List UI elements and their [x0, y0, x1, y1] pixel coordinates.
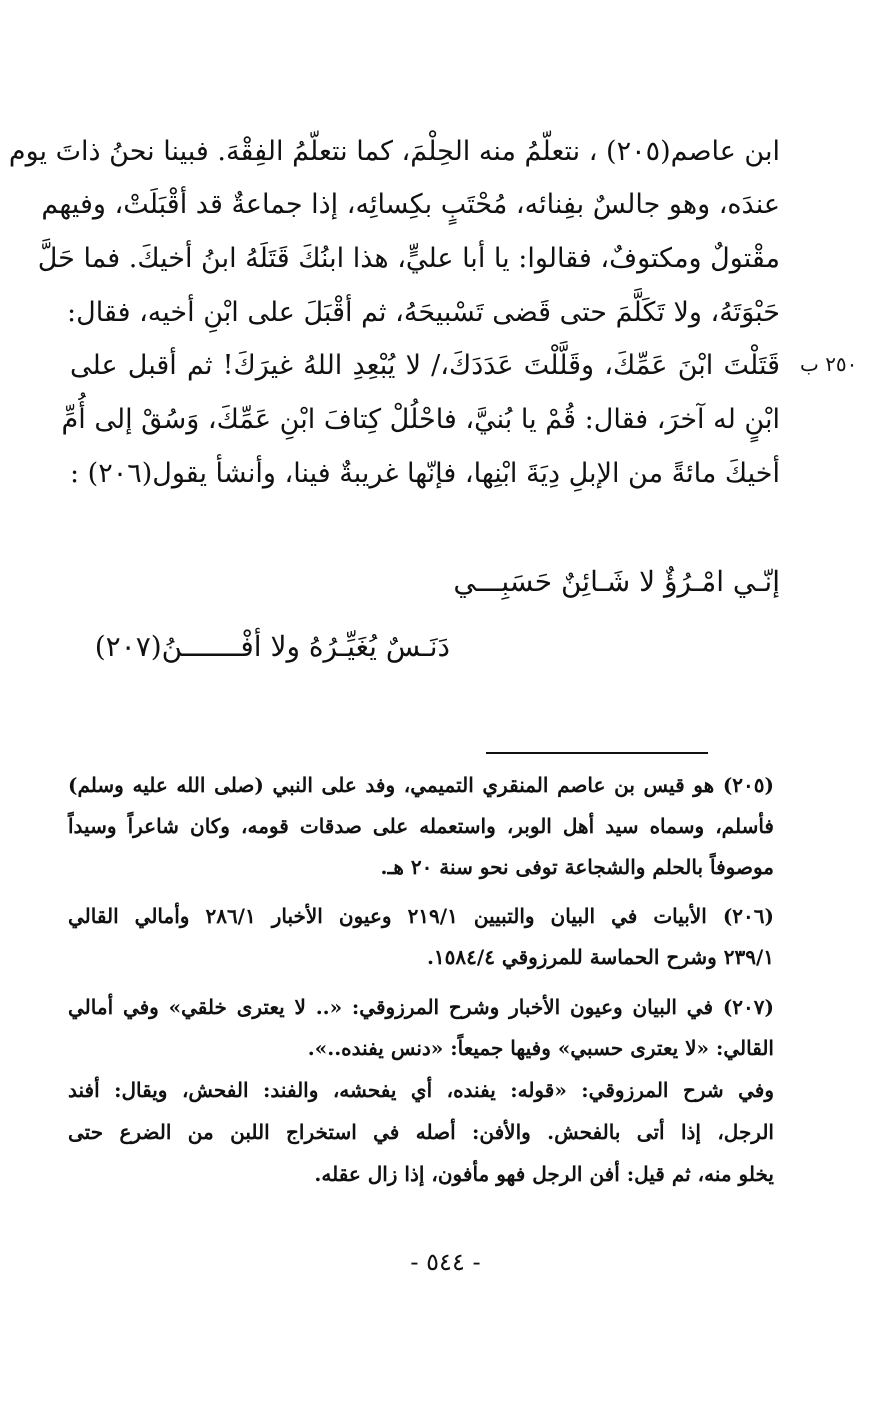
footnote-207-line-3: وفي شرح المرزوقي: «قوله: يفنده، أي يفحشه، والفند: الفحش، ويقال: أفند: [68, 1078, 774, 1102]
footnote-207-line-4: الرجل، إذا أتى بالفحش. والأفن: أصله في استخراج اللبن من الضرع حتى: [68, 1120, 774, 1144]
footnote-207-line-5: يخلو منه، ثم قيل: أفن الرجل فهو مأفون، إذا زال عقله.: [314, 1162, 774, 1186]
footnote-205-line-3: موصوفاً بالحلم والشجاعة توفى نحو سنة ٢٠ هـ.: [380, 855, 774, 879]
poem-verse-1: إنّـي امْـرُؤٌ لا شَـائِنٌ حَسَبِـــي: [453, 565, 780, 598]
main-text-line-3: مقْتولٌ ومكتوفٌ، فقالوا: يا أبا عليٍّ، هذا ابنُكَ قَتَلَهُ ابنُ أخيكَ. فما حَلَّ: [37, 243, 780, 274]
footnote-205-line-1: (٢٠٥) هو قيس بن عاصم المنقري التميمي، وفد على النبي (صلى الله عليه وسلم): [68, 773, 774, 797]
main-text-line-6: ابْنٍ له آخرَ، فقال: قُمْ يا بُنيَّ، فاحْلُلْ كِتافَ ابْنِ عَمِّكَ، وَسُقْ إلى أُمِّ: [61, 404, 780, 435]
main-text-line-5: قَتَلْتَ ابْنَ عَمِّكَ، وقَلَّلْتَ عَدَدَكَ،/ لا يُبْعِدِ اللهُ غيرَكَ! ثم أقبل على: [70, 350, 780, 381]
page-number: - ٥٤٤ -: [410, 1248, 481, 1276]
footnote-separator: [486, 752, 708, 754]
margin-folio-note: ٢٥٠ ب: [800, 352, 858, 376]
footnote-206-line-1: (٢٠٦) الأبيات في البيان والتبيين ٢١٩/١ وعيون الأخبار ٢٨٦/١ وأمالي القالي: [68, 904, 774, 928]
main-text-line-4: حَبْوَتَهُ، ولا تَكَلَّمَ حتى قَضى تَسْبيحَهُ، ثم أقْبَلَ على ابْنِ أخيه، فقال:: [67, 297, 780, 328]
poem-verse-2: دَنَـسٌ يُغَيِّـرُهُ ولا أفْـــــــنُ(٢٠٧): [94, 630, 450, 663]
footnote-207-line-1: (٢٠٧) في البيان وعيون الأخبار وشرح المرزوقي: «.. لا يعترى خلقي» وفي أمالي: [68, 995, 774, 1019]
footnote-205-line-2: فأسلم، وسماه سيد أهل الوبر، واستعمله على صدقات قومه، وكان شاعراً وسيداً: [68, 814, 774, 838]
footnote-207-line-2: القالي: «لا يعترى حسبي» وفيها جميعاً: «دنس يفنده..».: [307, 1036, 774, 1060]
footnote-206-line-2: ٢٣٩/١ وشرح الحماسة للمرزوقي ١٥٨٤/٤.: [426, 945, 774, 969]
main-text-line-1: ابن عاصم(٢٠٥) ، نتعلّمُ منه الحِلْمَ، كما نتعلّمُ الفِقْهَ. فبينا نحنُ ذاتَ يوم: [8, 136, 780, 167]
main-text-line-7: أخيكَ مائةً من الإبلِ دِيَةَ ابْنِها، فإنّها غريبةٌ فينا، وأنشأ يقول(٢٠٦) :: [69, 458, 780, 489]
main-text-line-2: عندَه، وهو جالسٌ بفِنائه، مُحْتَبٍ بكِسائِه، إذا جماعةٌ قد أقْبَلَتْ، وفيهم: [41, 189, 780, 220]
